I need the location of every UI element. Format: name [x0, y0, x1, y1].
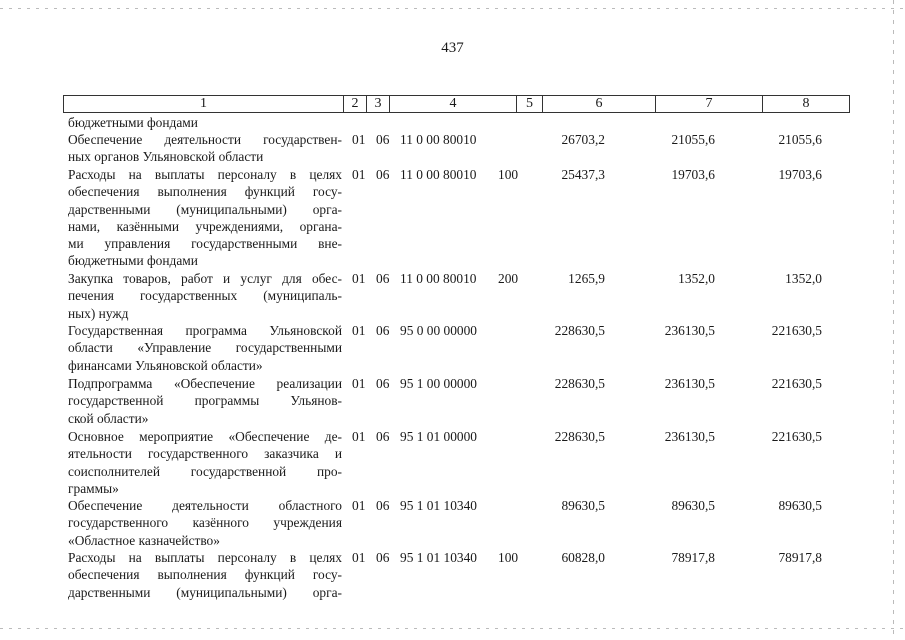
row-amount-col7: 78917,8 [671, 550, 715, 565]
row-amount-col8: 221630,5 [771, 323, 822, 338]
row-subsection-code: 06 [376, 429, 390, 444]
row-expense-type: 200 [498, 271, 519, 286]
scan-edge-bottom [0, 628, 905, 629]
row-description-line: граммы» [68, 480, 119, 496]
row-description [68, 497, 342, 549]
row-target-article: 11 0 00 80010 [400, 167, 477, 182]
row-description-line: Расходы на выплаты персоналу в целях [68, 167, 342, 182]
row-description-line: печения государственных (муниципаль- [68, 288, 342, 304]
row-description-line: «Областное казначейство» [68, 532, 220, 548]
row-description-line: финансами Ульяновской области» [68, 357, 263, 373]
row-amount-col6: 1265,9 [568, 271, 605, 286]
column-header-8: 8 [763, 96, 850, 113]
row-subsection-code: 06 [376, 550, 390, 565]
scan-edge-top [0, 8, 905, 9]
row-description-line: дарственными (муниципальными) орга- [68, 584, 342, 600]
row-description-line: Обеспечение деятельности областного [68, 498, 342, 513]
column-header-table [63, 95, 850, 113]
row-description-line: ятельности государственного заказчика и [68, 446, 342, 462]
row-expense-type: 100 [498, 167, 519, 182]
row-description-line: ми управления государственными вне- [68, 236, 342, 252]
row-section-code: 01 [352, 271, 366, 286]
column-header-4: 4 [390, 96, 517, 113]
row-amount-col6: 60828,0 [561, 550, 605, 565]
row-description-line: обеспечения выполнения функций госу- [68, 184, 342, 200]
row-description-line: Закупка товаров, работ и услуг для обес- [68, 271, 342, 286]
row-description [68, 270, 342, 322]
column-header-6: 6 [543, 96, 656, 113]
row-description [68, 166, 342, 270]
row-amount-col7: 236130,5 [664, 376, 715, 391]
row-amount-col7: 21055,6 [671, 132, 715, 147]
row-amount-col8: 78917,8 [778, 550, 822, 565]
row-amount-col8: 19703,6 [778, 167, 822, 182]
column-header-1: 1 [64, 96, 344, 113]
row-amount-col7: 236130,5 [664, 323, 715, 338]
row-target-article: 11 0 00 80010 [400, 132, 477, 147]
row-amount-col6: 25437,3 [561, 167, 605, 182]
row-amount-col6: 26703,2 [561, 132, 605, 147]
row-amount-col6: 228630,5 [554, 429, 605, 444]
row-description-line: дарственными (муниципальными) орга- [68, 201, 342, 217]
row-amount-col6: 228630,5 [554, 323, 605, 338]
row-description-line: Основное мероприятие «Обеспечение де- [68, 429, 342, 444]
row-description-line: государственного казённого учреждения [68, 515, 342, 531]
row-target-article: 95 0 00 00000 [400, 323, 477, 338]
row-amount-col7: 89630,5 [671, 498, 715, 513]
row-description-line: Подпрограмма «Обеспечение реализации [68, 376, 342, 391]
row-description [68, 549, 342, 601]
page-number: 437 [441, 40, 464, 56]
row-description [68, 322, 342, 374]
row-subsection-code: 06 [376, 132, 390, 147]
row-subsection-code: 06 [376, 271, 390, 286]
row-description [68, 428, 342, 497]
row-subsection-code: 06 [376, 167, 390, 182]
row-target-article: 95 1 01 00000 [400, 429, 477, 444]
row-description-line: Расходы на выплаты персоналу в целях [68, 550, 342, 565]
row-amount-col7: 19703,6 [671, 167, 715, 182]
row-target-article: 95 1 00 00000 [400, 376, 477, 391]
row-amount-col8: 21055,6 [778, 132, 822, 147]
row-description-line: нами, казёнными учреждениями, органа- [68, 218, 342, 234]
row-target-article: 95 1 01 10340 [400, 498, 477, 513]
row-description-line: ных) нужд [68, 305, 129, 321]
row-description-line: обеспечения выполнения функций госу- [68, 567, 342, 583]
row-subsection-code: 06 [376, 323, 390, 338]
row-subsection-code: 06 [376, 498, 390, 513]
row-description-line: Обеспечение деятельности государствен- [68, 132, 342, 147]
column-header-7: 7 [656, 96, 763, 113]
row-subsection-code: 06 [376, 376, 390, 391]
row-target-article: 11 0 00 80010 [400, 271, 477, 286]
row-amount-col8: 89630,5 [778, 498, 822, 513]
column-header-2: 2 [344, 96, 367, 113]
column-header-row [64, 96, 850, 113]
column-header-3: 3 [367, 96, 390, 113]
row-description-line: ской области» [68, 410, 149, 426]
row-description-line: бюджетными фондами [68, 253, 198, 269]
row-description-line: соисполнителей государственной про- [68, 463, 342, 479]
row-description-line: области «Управление государственными [68, 340, 342, 356]
row-section-code: 01 [352, 498, 366, 513]
row-description-line: государственной программы Ульянов- [68, 393, 342, 409]
row-expense-type: 100 [498, 550, 519, 565]
row-amount-col7: 236130,5 [664, 429, 715, 444]
row-amount-col6: 89630,5 [561, 498, 605, 513]
row-amount-col8: 221630,5 [771, 376, 822, 391]
row-target-article: 95 1 01 10340 [400, 550, 477, 565]
row-section-code: 01 [352, 323, 366, 338]
row-amount-col8: 221630,5 [771, 429, 822, 444]
row-section-code: 01 [352, 132, 366, 147]
row-section-code: 01 [352, 550, 366, 565]
row-description-line: бюджетными фондами [68, 115, 198, 130]
row-description-line: ных органов Ульяновской области [68, 149, 264, 165]
row-description [68, 114, 342, 131]
row-description [68, 131, 342, 166]
row-section-code: 01 [352, 429, 366, 444]
row-amount-col6: 228630,5 [554, 376, 605, 391]
row-section-code: 01 [352, 376, 366, 391]
row-amount-col7: 1352,0 [678, 271, 715, 286]
row-section-code: 01 [352, 167, 366, 182]
row-amount-col8: 1352,0 [785, 271, 822, 286]
row-description [68, 375, 342, 427]
scan-edge-right [893, 0, 894, 640]
column-header-5: 5 [517, 96, 543, 113]
row-description-line: Государственная программа Ульяновской [68, 323, 342, 338]
